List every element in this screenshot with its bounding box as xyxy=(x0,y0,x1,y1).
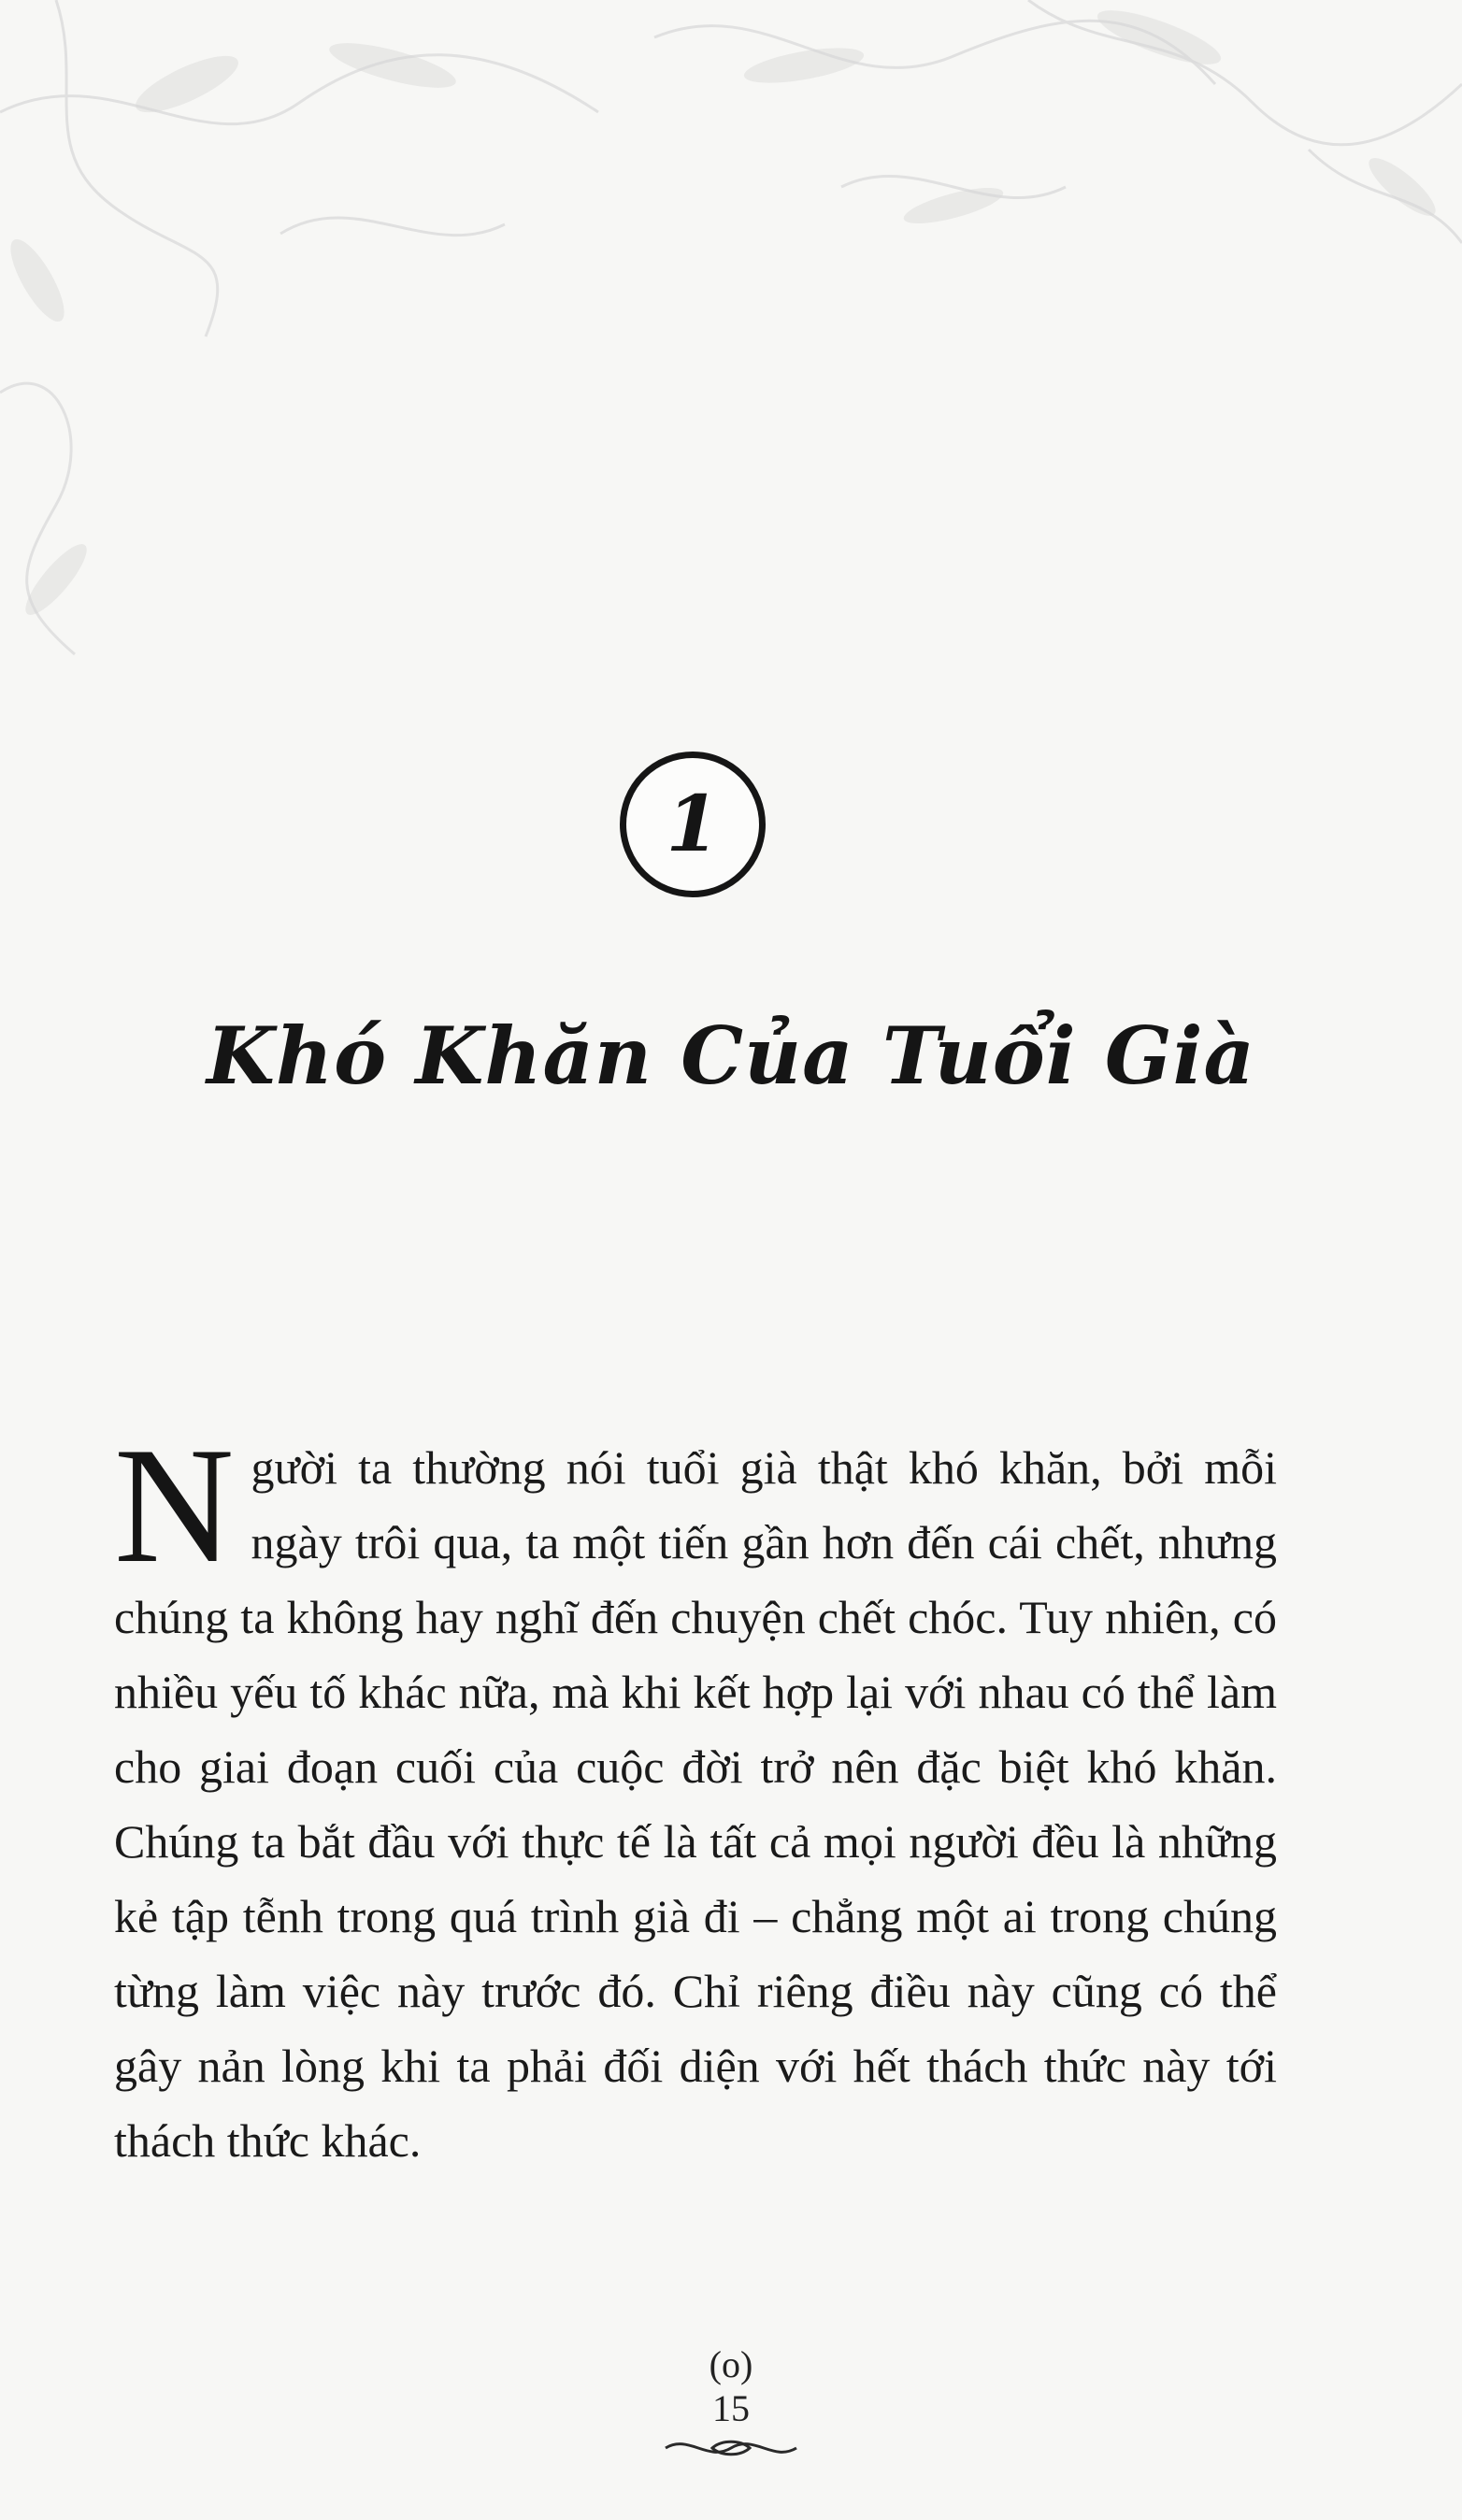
footer-ornament-mark: (o) xyxy=(709,2343,753,2385)
chapter-title: Khó Khăn Của Tuổi Già xyxy=(207,1009,1255,1102)
paragraph-text: gười ta thường nói tuổi già thật khó khăn, bởi mỗi ngày trôi qua, ta một tiến gần hơn đến cái chết, nhưng chúng ta không hay nghĩ đến chuyện chết chóc. Tuy nhiên, có nhiều yếu tố khác nữa, mà khi kết hợp lại với nhau có thể làm cho giai đoạn cuối của cuộc đời trở nên đặc biệt khó khăn. Chúng ta bắt đầu với thực tế là tất cả mọi người đều là những kẻ tập tễnh trong quá trình già đi – chẳng một ai trong chúng từng làm việc này trước đó. Chỉ riêng điều này cũng có thể gây nản lòng khi ta phải đối diện với hết thách thức này tới thách thức khác. xyxy=(114,1441,1277,2167)
page-number: 15 xyxy=(712,2387,750,2429)
chapter-number: 1 xyxy=(666,780,720,869)
page-footer xyxy=(591,2344,871,2464)
chapter-body-paragraph xyxy=(114,1412,1277,2178)
swirl-flourish-icon xyxy=(661,2432,801,2464)
chapter-number-badge xyxy=(620,752,766,897)
drop-cap-letter: N xyxy=(114,1412,235,1597)
